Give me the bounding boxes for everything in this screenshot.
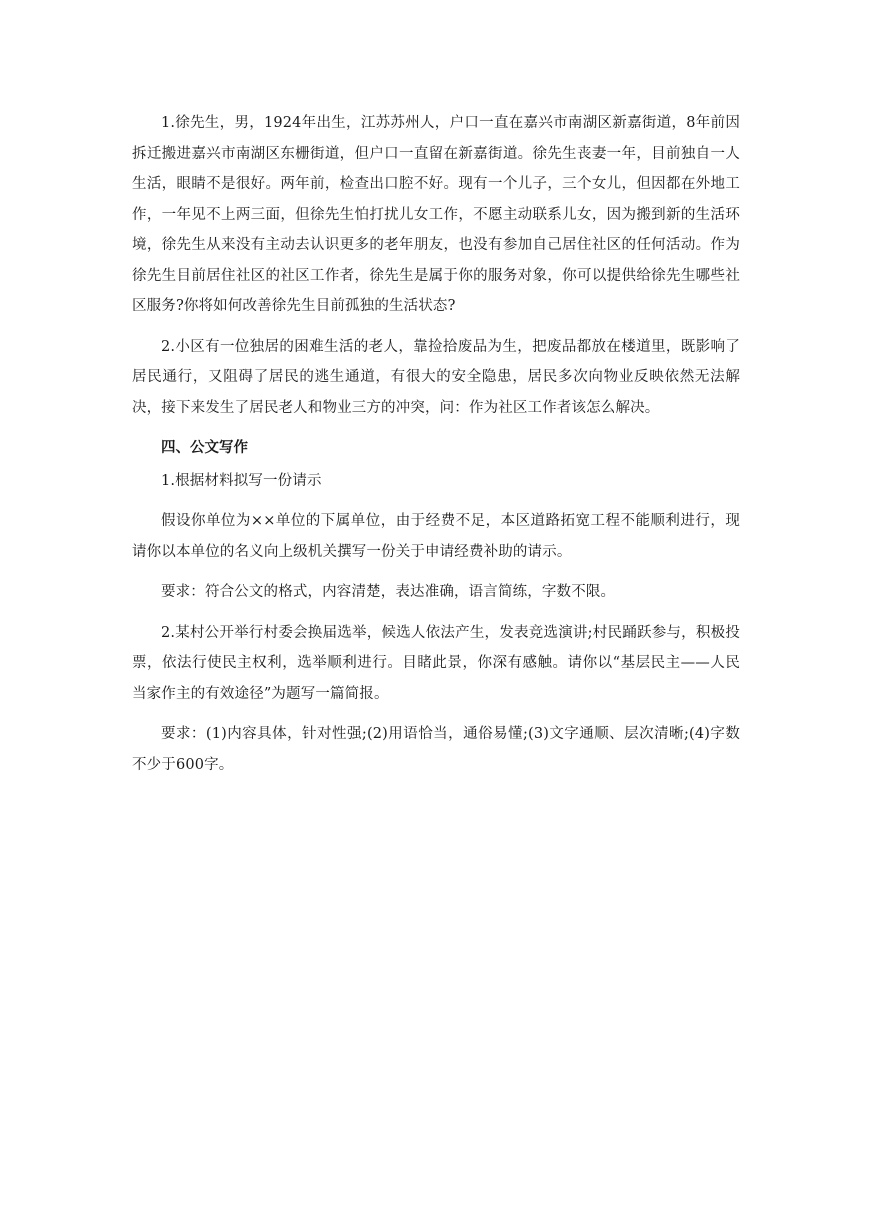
document-page — [132, 108, 740, 780]
writing-task-1-requirement: 要求：符合公文的格式，内容清楚，表达准确，语言简练，字数不限。 — [161, 584, 616, 600]
case-question-2: 2.小区有一位独居的困难生活的老人，靠捡拾废品为生，把废品都放在楼道里，既影响了居民通行，又阻碍了居民的逃生通道，有很大的安全隐患，居民多次向物业反映依然无法解决，接下来发生了居民老人和物业三方的冲突，问：作为社区工作者该怎么解决。 — [132, 338, 740, 416]
section-heading-writing: 四、公文写作 — [161, 440, 248, 456]
writing-task-2-material: 2.某村公开举行村委会换届选举，候选人依法产生，发表竞选演讲;村民踊跃参与，积极投票，依法行使民主权利，选举顺利进行。目睹此景，你深有感触。请你以“基层民主——人民当家作主的有效途径”为题写一篇简报。 — [132, 624, 740, 702]
case-question-1: 1.徐先生，男，1924年出生，江苏苏州人，户口一直在嘉兴市南湖区新嘉街道，8年前因拆迁搬进嘉兴市南湖区东栅街道，但户口一直留在新嘉街道。徐先生丧妻一年，目前独自一人生活，眼睛不是很好。两年前，检查出口腔不好。现有一个儿子，三个女儿，但因都在外地工作，一年见不上两三面，但徐先生怕打扰儿女工作，不愿主动联系儿女，因为搬到新的生活环境，徐先生从来没有主动去认识更多的老年朋友，也没有参加自己居住社区的任何活动。作为徐先生目前居住社区的社区工作者，徐先生是属于你的服务对象，你可以提供给徐先生哪些社区服务?你将如何改善徐先生目前孤独的生活状态? — [132, 115, 740, 314]
writing-task-1-material: 假设你单位为××单位的下属单位，由于经费不足，本区道路拓宽工程不能顺利进行，现请你以本单位的名义向上级机关撰写一份关于申请经费补助的请示。 — [132, 513, 740, 560]
writing-task-1-title: 1.根据材料拟写一份请示 — [161, 472, 322, 489]
writing-task-2-requirement: 要求：(1)内容具体，针对性强;(2)用语恰当，通俗易懂;(3)文字通顺、层次清晰;(4)字数不少于600字。 — [132, 726, 740, 773]
